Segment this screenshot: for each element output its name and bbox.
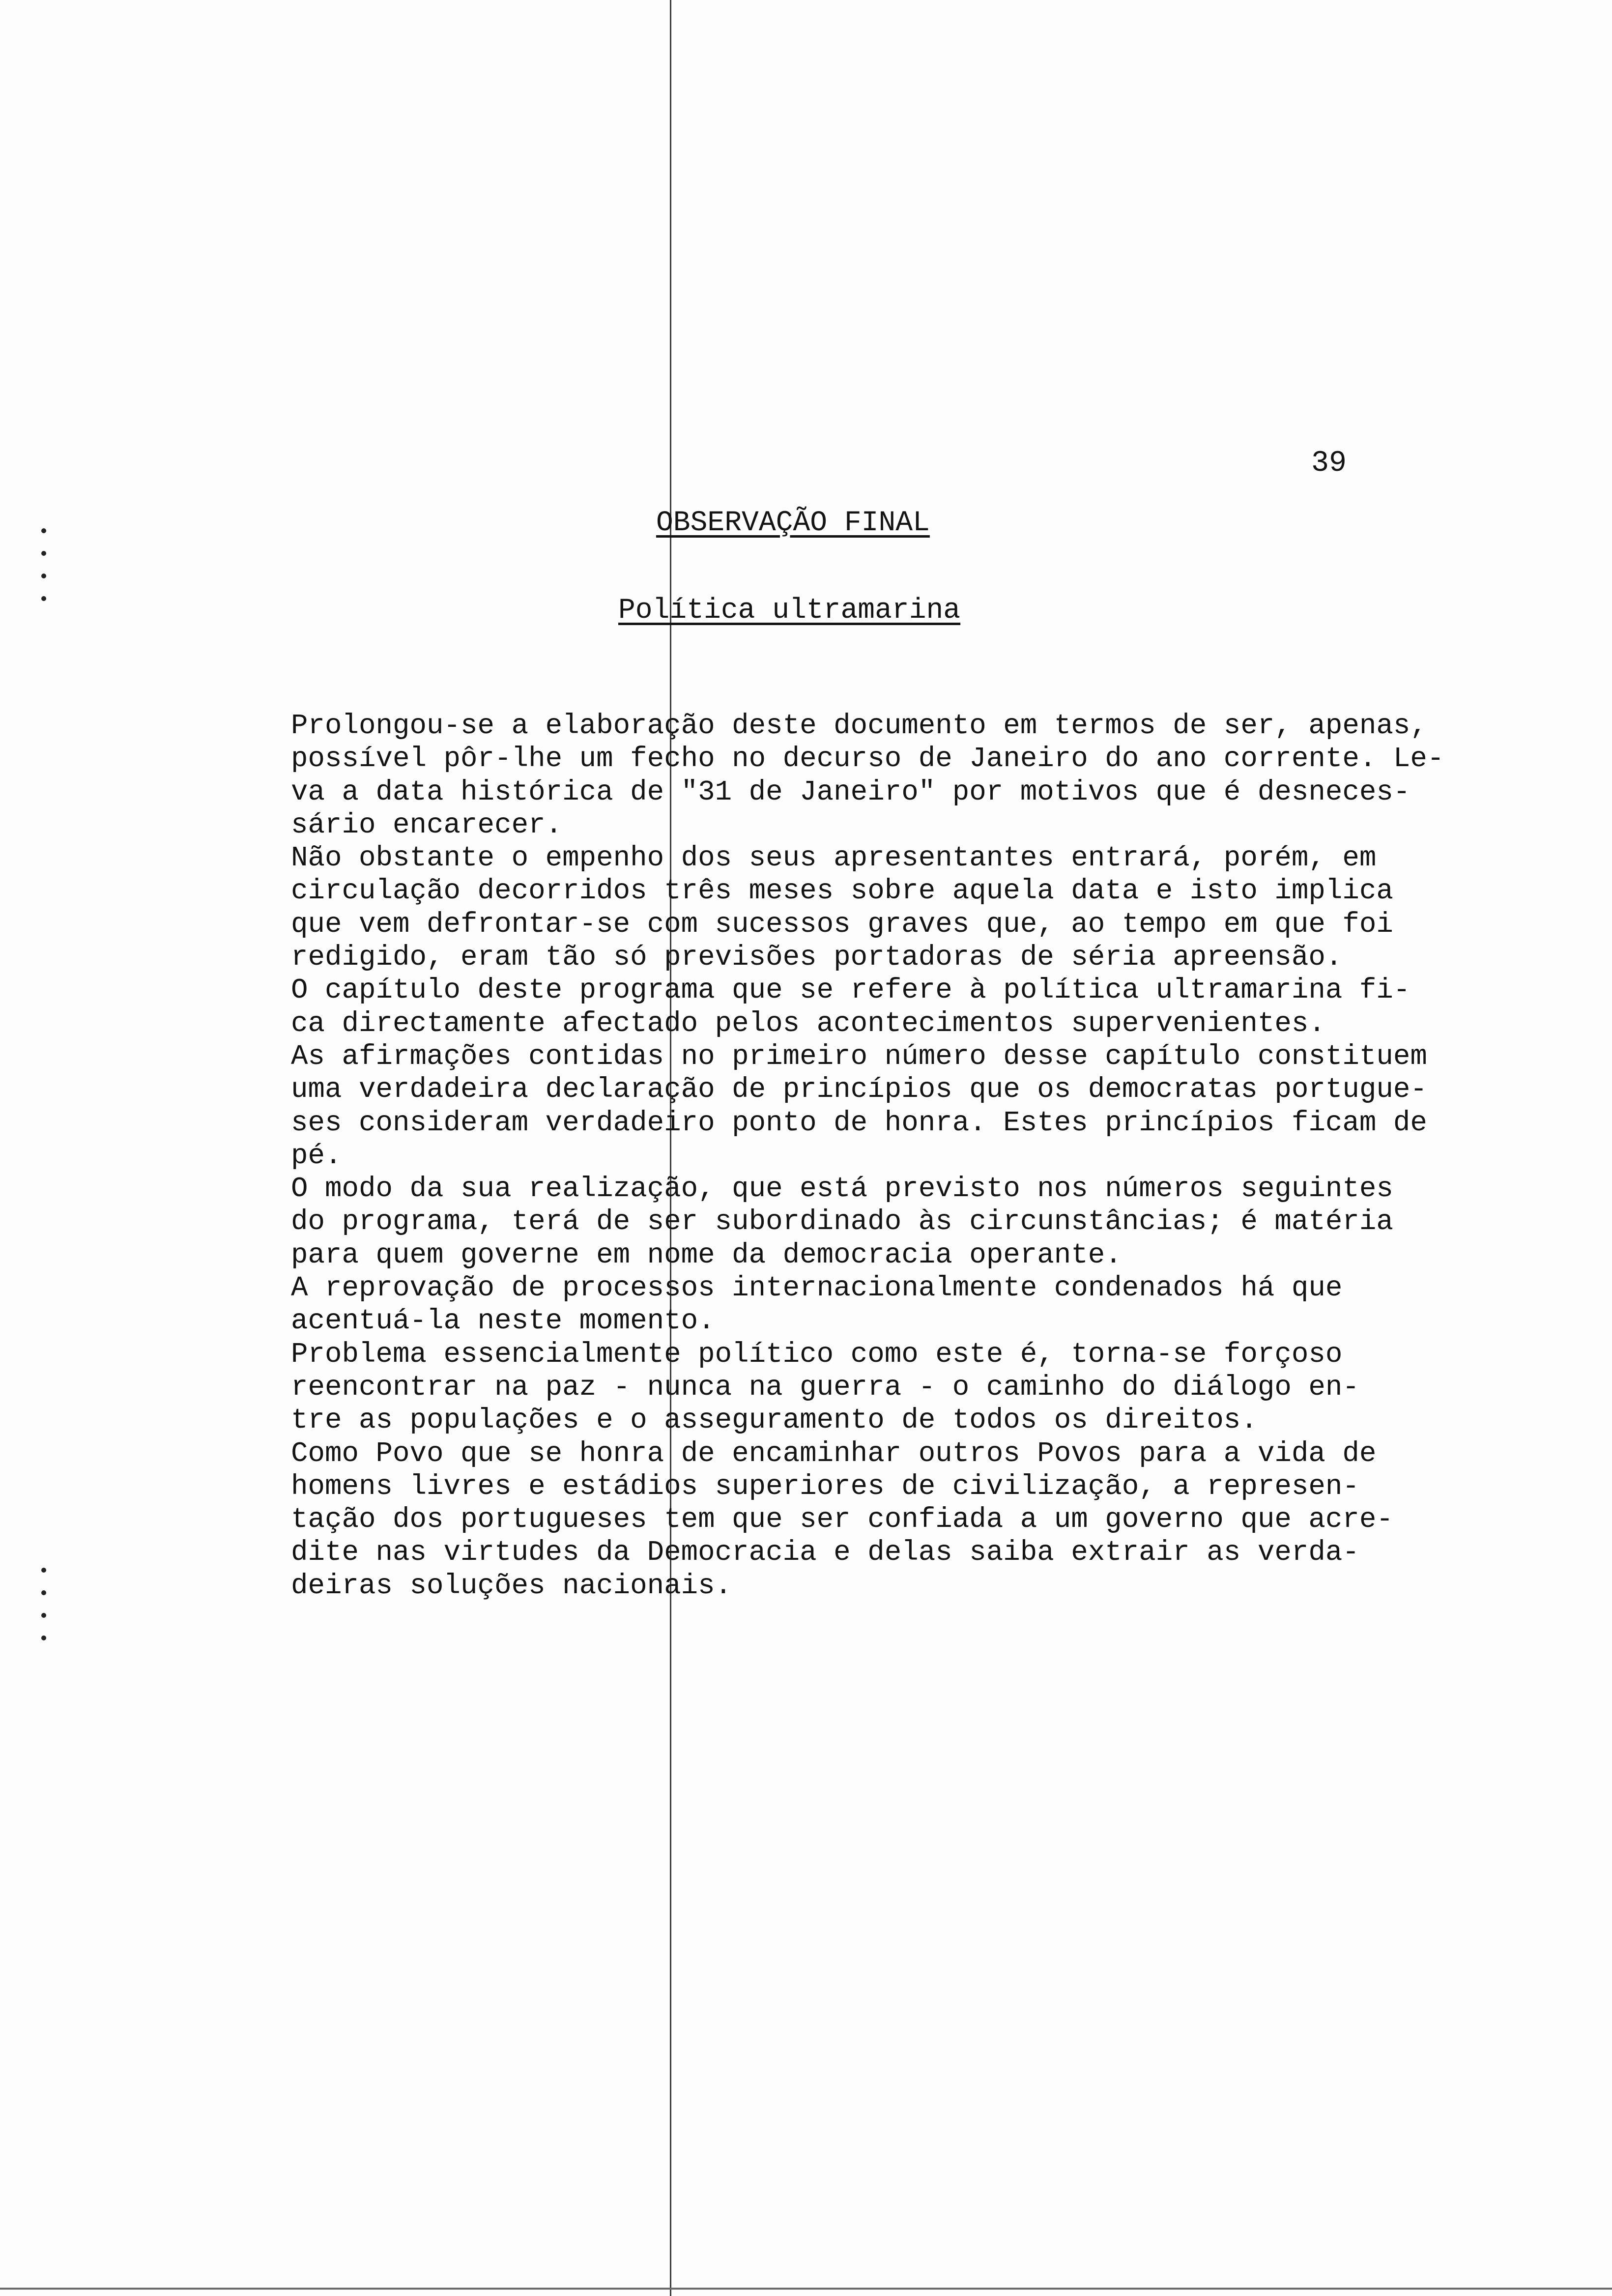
text-line: Prolongou-se a elaboração deste documento em termos de ser, apenas, xyxy=(291,710,1427,742)
text-line: do programa, terá de ser subordinado às circunstâncias; é matéria xyxy=(291,1206,1393,1238)
punch-mark-dot xyxy=(41,1590,46,1595)
punch-mark-dot xyxy=(41,528,46,533)
text-line: uma verdadeira declaração de princípios que os democratas portugue- xyxy=(291,1074,1427,1106)
punch-mark-dot xyxy=(41,596,46,601)
punch-mark-dot xyxy=(41,1636,46,1640)
text-line: para quem governe em nome da democracia operante. xyxy=(291,1239,1122,1271)
document-heading: OBSERVAÇÃO FINAL xyxy=(656,507,930,539)
document-subheading: Política ultramarina xyxy=(618,595,961,627)
scan-bottom-edge xyxy=(0,2288,1612,2290)
text-line: sário encarecer. xyxy=(291,809,563,841)
text-line: Não obstante o empenho dos seus apresentantes entrará, porém, em xyxy=(291,842,1377,875)
text-line: ses consideram verdadeiro ponto de honra. Estes princípios ficam de xyxy=(291,1107,1427,1139)
text-line: acentuá-la neste momento. xyxy=(291,1305,715,1338)
text-line: reencontrar na paz - nunca na guerra - o caminho do diálogo en- xyxy=(291,1371,1359,1404)
margin-punch-marks-bottom xyxy=(41,1568,51,1658)
text-line: va a data histórica de "31 de Janeiro" por motivos que é desneces- xyxy=(291,776,1410,808)
text-line: dite nas virtudes da Democracia e delas saiba extrair as verda- xyxy=(291,1537,1359,1569)
text-line: deiras soluções nacionais. xyxy=(291,1570,732,1602)
punch-mark-dot xyxy=(41,574,46,578)
text-line: que vem defrontar-se com sucessos graves que, ao tempo em que foi xyxy=(291,908,1393,941)
text-line: Como Povo que se honra de encaminhar outros Povos para a vida de xyxy=(291,1437,1377,1470)
text-line: redigido, eram tão só previsões portadoras de séria apreensão. xyxy=(291,942,1343,974)
text-line: As afirmações contidas no primeiro número desse capítulo constituem xyxy=(291,1040,1427,1073)
punch-mark-dot xyxy=(41,551,46,556)
text-line: ca directamente afectado pelos acontecimentos supervenientes. xyxy=(291,1007,1325,1040)
text-line: A reprovação de processos internacionalmente condenados há que xyxy=(291,1272,1343,1305)
text-line: circulação decorridos três meses sobre aquela data e isto implica xyxy=(291,875,1393,908)
page-number: 39 xyxy=(1311,447,1347,480)
punch-mark-dot xyxy=(41,1568,46,1573)
text-line: O modo da sua realização, que está previsto nos números seguintes xyxy=(291,1173,1393,1205)
text-line: O capítulo deste programa que se refere à política ultramarina fi- xyxy=(291,975,1410,1007)
text-line: tação dos portugueses tem que ser confiada a um governo que acre- xyxy=(291,1504,1393,1536)
text-line: pé. xyxy=(291,1140,342,1172)
text-line: tre as populações e o asseguramento de todos os direitos. xyxy=(291,1405,1258,1437)
text-line: homens livres e estádios superiores de civilização, a represen- xyxy=(291,1470,1359,1503)
punch-mark-dot xyxy=(41,1613,46,1618)
text-line: Problema essencialmente político como este é, torna-se forçoso xyxy=(291,1338,1343,1371)
margin-punch-marks-top xyxy=(41,528,51,619)
body-text xyxy=(291,710,1490,1603)
text-line: possível pôr-lhe um fecho no decurso de Janeiro do ano corrente. Le- xyxy=(291,743,1444,775)
